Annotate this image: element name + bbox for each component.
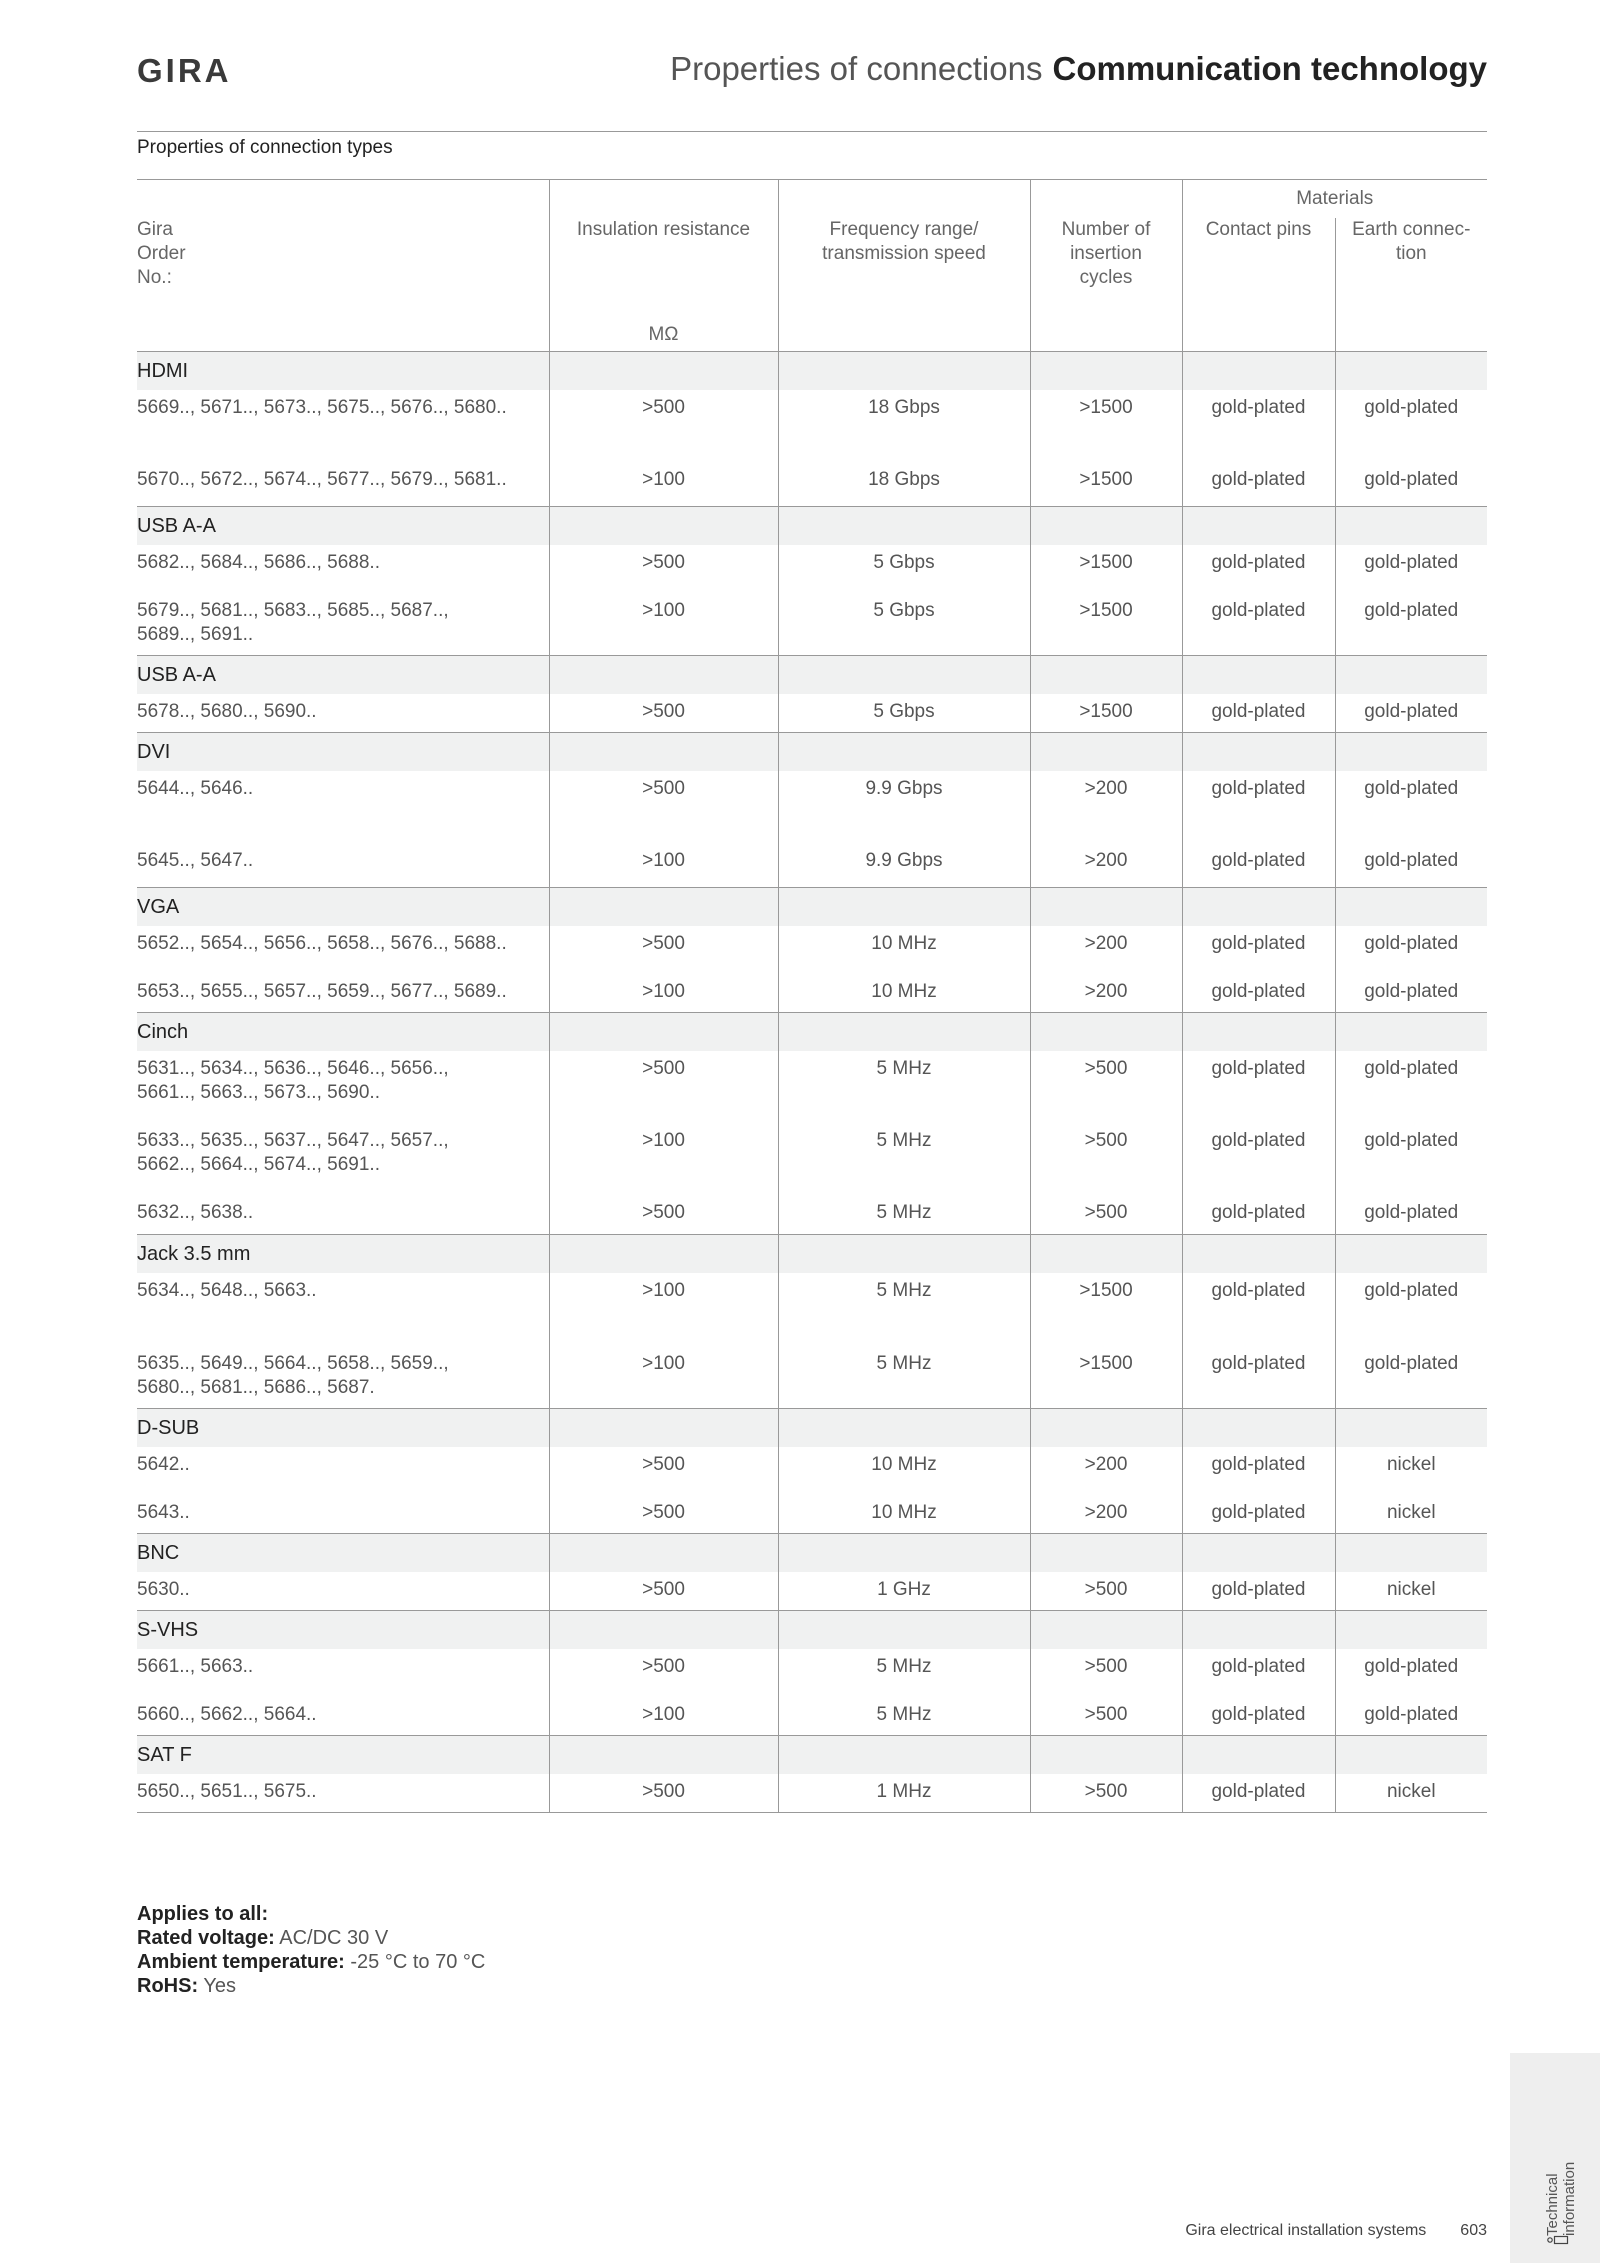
group-cell (1030, 733, 1182, 772)
group-cell (1335, 888, 1487, 927)
header-blank (1030, 180, 1182, 219)
insulation-header-text: Insulation resistance (576, 219, 751, 240)
order-no-cell: 5653.., 5655.., 5657.., 5659.., 5677.., 5689.. (137, 981, 507, 1002)
contact-pins-cell: gold-plated (1182, 694, 1335, 733)
contact-pins-cell: gold-plated (1182, 1051, 1335, 1123)
order-no-cell: 5634.., 5648.., 5663.. (137, 1280, 317, 1301)
group-cell (1030, 1013, 1182, 1052)
order-no-cell: 5642.. (137, 1454, 190, 1475)
group-header-row (137, 507, 1487, 546)
group-header-row (137, 352, 1487, 391)
earth-connection-cell: gold-plated (1335, 843, 1487, 888)
frequency-header (778, 218, 1030, 352)
group-cell (778, 1013, 1030, 1052)
table-row (137, 1649, 1487, 1697)
table-row (137, 545, 1487, 593)
earth-connection-cell: nickel (1335, 1774, 1487, 1813)
group-cell (1030, 656, 1182, 695)
earth-connection-cell: gold-plated (1335, 462, 1487, 507)
table-row (137, 1572, 1487, 1611)
insulation-cell: >100 (549, 1346, 778, 1409)
general-notes (137, 1902, 485, 1998)
earth-connection-cell: nickel (1335, 1495, 1487, 1534)
group-cell (1182, 656, 1335, 695)
gira-logo: GIRA (137, 52, 232, 89)
cycles-cell: >1500 (1030, 1346, 1182, 1409)
insulation-header (549, 218, 778, 352)
insulation-cell: >500 (549, 1195, 778, 1235)
earth-connection-cell: gold-plated (1335, 1051, 1487, 1123)
group-cell (549, 1409, 778, 1448)
group-cell (1030, 507, 1182, 546)
table-row (137, 1195, 1487, 1235)
group-cell (778, 1235, 1030, 1274)
insulation-cell: >500 (549, 694, 778, 733)
group-name: USB A-A (137, 507, 549, 546)
header-subtitle: Properties of connections (670, 50, 1043, 87)
earth-connection-cell: gold-plated (1335, 771, 1487, 843)
footer-text: Gira electrical installation systems (1185, 2222, 1427, 2239)
contact-pins-cell: gold-plated (1182, 926, 1335, 974)
rohs-label: RoHS: (137, 1975, 199, 1997)
frequency-cell: 18 Gbps (778, 390, 1030, 462)
contact-pins-cell: gold-plated (1182, 974, 1335, 1013)
insulation-cell: >500 (549, 771, 778, 843)
header-blank (137, 180, 549, 219)
contact-pins-cell: gold-plated (1182, 1195, 1335, 1235)
insulation-cell: >100 (549, 1123, 778, 1195)
frequency-cell: 5 MHz (778, 1051, 1030, 1123)
cycles-cell: >200 (1030, 771, 1182, 843)
contact-pins-cell: gold-plated (1182, 1495, 1335, 1534)
frequency-cell: 10 MHz (778, 1495, 1030, 1534)
insulation-cell: >500 (549, 1495, 778, 1534)
table-row (137, 974, 1487, 1013)
cycles-cell: >200 (1030, 843, 1182, 888)
header-divider (137, 131, 1487, 132)
table-row (137, 843, 1487, 888)
cycles-cell: >1500 (1030, 593, 1182, 656)
order-no-cell: 5669.., 5671.., 5673.., 5675.., 5676.., 5680.. (137, 397, 507, 418)
group-cell (1182, 507, 1335, 546)
order-no-cell: 5661.., 5663.. (137, 1656, 254, 1677)
earth-connection-cell: gold-plated (1335, 1123, 1487, 1195)
table-row (137, 926, 1487, 974)
group-cell (549, 507, 778, 546)
table-row (137, 390, 1487, 462)
frequency-cell: 5 Gbps (778, 694, 1030, 733)
frequency-header-text: Frequency range/ transmission speed (822, 219, 986, 264)
earth-connection-header-text: Earth connec- tion (1352, 219, 1471, 264)
group-cell (1335, 1235, 1487, 1274)
group-cell (778, 733, 1030, 772)
earth-connection-cell: gold-plated (1335, 1697, 1487, 1736)
earth-connection-cell: gold-plated (1335, 593, 1487, 656)
frequency-cell: 9.9 Gbps (778, 771, 1030, 843)
page-header (670, 50, 1487, 88)
group-cell (1335, 1736, 1487, 1775)
cycles-cell: >500 (1030, 1649, 1182, 1697)
insulation-unit: MΩ (648, 324, 679, 345)
contact-pins-cell: gold-plated (1182, 843, 1335, 888)
group-header-row (137, 1736, 1487, 1775)
technical-information-label: Technical information (1544, 2161, 1578, 2236)
contact-pins-cell: gold-plated (1182, 593, 1335, 656)
connection-properties-table (137, 179, 1487, 1813)
order-no-cell: 5678.., 5680.., 5690.. (137, 701, 317, 722)
order-no-cell: 5650.., 5651.., 5675.. (137, 1774, 549, 1813)
order-no-cell: 5652.., 5654.., 5656.., 5658.., 5676.., 5688.. (137, 933, 507, 954)
frequency-cell: 10 MHz (778, 926, 1030, 974)
ambient-temperature-value: -25 °C to 70 °C (350, 1951, 486, 1973)
group-cell (1182, 1736, 1335, 1775)
cycles-cell: >500 (1030, 1051, 1182, 1123)
cycles-cell: >200 (1030, 1495, 1182, 1534)
insulation-cell: >500 (549, 1447, 778, 1495)
contact-pins-cell: gold-plated (1182, 545, 1335, 593)
insulation-cell: >500 (549, 1774, 778, 1813)
table-row (137, 1123, 1487, 1195)
group-cell (1030, 1736, 1182, 1775)
group-cell (549, 352, 778, 391)
order-no-header (137, 218, 549, 352)
insulation-cell: >500 (549, 926, 778, 974)
cycles-cell: >500 (1030, 1195, 1182, 1235)
cycles-cell: >200 (1030, 926, 1182, 974)
frequency-cell: 1 MHz (778, 1774, 1030, 1813)
cycles-cell: >200 (1030, 1447, 1182, 1495)
order-no-cell: 5631.., 5634.., 5636.., 5646.., 5656.., 5661.., 5663.., 5673.., 5690.. (137, 1058, 449, 1103)
table-row (137, 1346, 1487, 1409)
group-cell (1182, 1013, 1335, 1052)
group-cell (1335, 507, 1487, 546)
earth-connection-cell: gold-plated (1335, 694, 1487, 733)
cycles-header (1030, 218, 1182, 352)
section-title: Properties of connection types (137, 137, 393, 158)
group-header-row (137, 733, 1487, 772)
rated-voltage-value: AC/DC 30 V (279, 1927, 389, 1949)
materials-header: Materials (1182, 180, 1487, 219)
group-cell (778, 656, 1030, 695)
group-cell (549, 888, 778, 927)
contact-pins-cell: gold-plated (1182, 1346, 1335, 1409)
cycles-cell: >1500 (1030, 1273, 1182, 1346)
cycles-cell: >500 (1030, 1123, 1182, 1195)
page-title: Communication technology (1052, 50, 1487, 87)
earth-connection-cell: gold-plated (1335, 1346, 1487, 1409)
group-name: Cinch (137, 1013, 549, 1052)
group-header-row (137, 1013, 1487, 1052)
group-header-row (137, 1534, 1487, 1573)
group-name: BNC (137, 1534, 549, 1573)
order-no-header-text: Gira Order No.: (137, 219, 186, 288)
group-cell (778, 352, 1030, 391)
earth-connection-header (1335, 218, 1487, 352)
info-icon (1547, 2234, 1569, 2246)
insulation-cell: >500 (549, 1649, 778, 1697)
earth-connection-cell: gold-plated (1335, 926, 1487, 974)
group-cell (1335, 1534, 1487, 1573)
page-number: 603 (1460, 2222, 1487, 2239)
group-header-row (137, 1235, 1487, 1274)
group-cell (549, 1736, 778, 1775)
group-cell (1182, 888, 1335, 927)
order-no-cell: 5632.., 5638.. (137, 1202, 254, 1223)
table-row (137, 462, 1487, 507)
contact-pins-header-text: Contact pins (1205, 219, 1312, 240)
group-header-row (137, 1611, 1487, 1650)
insulation-cell: >100 (549, 462, 778, 507)
ambient-temperature-label: Ambient temperature: (137, 1951, 345, 1973)
order-no-cell: 5643.. (137, 1502, 190, 1523)
earth-connection-cell: nickel (1335, 1447, 1487, 1495)
cycles-header-text: Number of insertion cycles (1061, 219, 1151, 288)
frequency-cell: 5 Gbps (778, 545, 1030, 593)
order-no-cell: 5633.., 5635.., 5637.., 5647.., 5657.., 5662.., 5664.., 5674.., 5691.. (137, 1130, 449, 1175)
group-header-row (137, 1409, 1487, 1448)
connection-properties-table-wrap (137, 179, 1487, 1813)
group-cell (1030, 1235, 1182, 1274)
order-no-cell: 5682.., 5684.., 5686.., 5688.. (137, 552, 380, 573)
earth-connection-cell: gold-plated (1335, 1273, 1487, 1346)
table-row (137, 593, 1487, 656)
group-cell (778, 1736, 1030, 1775)
frequency-cell: 9.9 Gbps (778, 843, 1030, 888)
frequency-cell: 10 MHz (778, 1447, 1030, 1495)
cycles-cell: >1500 (1030, 694, 1182, 733)
group-cell (549, 1235, 778, 1274)
group-header-row (137, 656, 1487, 695)
frequency-cell: 1 GHz (778, 1572, 1030, 1611)
contact-pins-cell: gold-plated (1182, 1273, 1335, 1346)
group-name: USB A-A (137, 656, 549, 695)
insulation-cell: >100 (549, 1697, 778, 1736)
cycles-cell: >1500 (1030, 390, 1182, 462)
insulation-cell: >100 (549, 1273, 778, 1346)
insulation-cell: >100 (549, 974, 778, 1013)
earth-connection-cell: gold-plated (1335, 974, 1487, 1013)
contact-pins-cell: gold-plated (1182, 1447, 1335, 1495)
cycles-cell: >500 (1030, 1572, 1182, 1611)
group-cell (1182, 733, 1335, 772)
group-cell (549, 1013, 778, 1052)
contact-pins-cell: gold-plated (1182, 1572, 1335, 1611)
page-footer (1185, 2222, 1487, 2240)
earth-connection-cell: gold-plated (1335, 1649, 1487, 1697)
insulation-cell: >100 (549, 843, 778, 888)
table-row (137, 694, 1487, 733)
group-name: SAT F (137, 1736, 549, 1775)
group-name: S-VHS (137, 1611, 549, 1650)
group-cell (1182, 352, 1335, 391)
group-cell (1030, 352, 1182, 391)
order-no-cell: 5679.., 5681.., 5683.., 5685.., 5687.., 5689.., 5691.. (137, 600, 449, 645)
group-name: DVI (137, 733, 549, 772)
group-name: VGA (137, 888, 549, 927)
group-cell (1335, 656, 1487, 695)
insulation-cell: >500 (549, 1051, 778, 1123)
group-cell (778, 1611, 1030, 1650)
group-cell (1030, 1534, 1182, 1573)
insulation-cell: >500 (549, 1572, 778, 1611)
applies-to-all-label: Applies to all: (137, 1903, 269, 1925)
frequency-cell: 5 MHz (778, 1697, 1030, 1736)
cycles-cell: >500 (1030, 1697, 1182, 1736)
order-no-cell: 5660.., 5662.., 5664.. (137, 1704, 317, 1725)
frequency-cell: 5 MHz (778, 1273, 1030, 1346)
group-cell (1030, 1409, 1182, 1448)
contact-pins-cell: gold-plated (1182, 462, 1335, 507)
order-no-cell: 5644.., 5646.. (137, 778, 254, 799)
group-cell (1030, 1611, 1182, 1650)
cycles-cell: >200 (1030, 974, 1182, 1013)
header-blank (549, 180, 778, 219)
contact-pins-cell: gold-plated (1182, 771, 1335, 843)
contact-pins-cell: gold-plated (1182, 1649, 1335, 1697)
group-cell (549, 1611, 778, 1650)
order-no-cell: 5645.., 5647.. (137, 850, 254, 871)
frequency-cell: 5 MHz (778, 1649, 1030, 1697)
header-blank (778, 180, 1030, 219)
earth-connection-cell: gold-plated (1335, 545, 1487, 593)
order-no-cell: 5635.., 5649.., 5664.., 5658.., 5659.., 5680.., 5681.., 5686.., 5687. (137, 1353, 449, 1398)
contact-pins-header (1182, 218, 1335, 352)
table-row (137, 1273, 1487, 1346)
group-cell (778, 1409, 1030, 1448)
group-cell (1335, 1409, 1487, 1448)
earth-connection-cell: gold-plated (1335, 390, 1487, 462)
group-cell (549, 656, 778, 695)
group-cell (778, 888, 1030, 927)
frequency-cell: 5 MHz (778, 1195, 1030, 1235)
frequency-cell: 5 MHz (778, 1123, 1030, 1195)
earth-connection-cell: nickel (1335, 1572, 1487, 1611)
order-no-cell: 5670.., 5672.., 5674.., 5677.., 5679.., 5681.. (137, 469, 507, 490)
cycles-cell: >1500 (1030, 545, 1182, 593)
frequency-cell: 18 Gbps (778, 462, 1030, 507)
group-name: Jack 3.5 mm (137, 1235, 549, 1274)
contact-pins-cell: gold-plated (1182, 1697, 1335, 1736)
group-header-row (137, 888, 1487, 927)
group-cell (1182, 1534, 1335, 1573)
table-row (137, 771, 1487, 843)
order-no-cell: 5630.. (137, 1579, 190, 1600)
earth-connection-cell: gold-plated (1335, 1195, 1487, 1235)
contact-pins-cell: gold-plated (1182, 1123, 1335, 1195)
table-row (137, 1495, 1487, 1534)
frequency-cell: 5 MHz (778, 1346, 1030, 1409)
cycles-cell: >500 (1030, 1774, 1182, 1813)
frequency-cell: 5 Gbps (778, 593, 1030, 656)
group-cell (1335, 1611, 1487, 1650)
group-cell (1182, 1235, 1335, 1274)
group-cell (549, 733, 778, 772)
insulation-cell: >500 (549, 390, 778, 462)
table-row (137, 1774, 1487, 1813)
insulation-cell: >500 (549, 545, 778, 593)
group-cell (549, 1534, 778, 1573)
rated-voltage-label: Rated voltage: (137, 1927, 275, 1949)
rohs-value: Yes (203, 1975, 236, 1997)
group-cell (1030, 888, 1182, 927)
group-cell (778, 507, 1030, 546)
table-body (137, 352, 1487, 1813)
group-name: D-SUB (137, 1409, 549, 1448)
group-cell (1182, 1611, 1335, 1650)
group-cell (778, 1534, 1030, 1573)
contact-pins-cell: gold-plated (1182, 390, 1335, 462)
group-name: HDMI (137, 352, 549, 391)
frequency-cell: 10 MHz (778, 974, 1030, 1013)
group-cell (1335, 352, 1487, 391)
group-cell (1335, 1013, 1487, 1052)
cycles-cell: >1500 (1030, 462, 1182, 507)
contact-pins-cell: gold-plated (1182, 1774, 1335, 1813)
table-row (137, 1447, 1487, 1495)
table-row (137, 1051, 1487, 1123)
group-cell (1335, 733, 1487, 772)
insulation-cell: >100 (549, 593, 778, 656)
group-cell (1182, 1409, 1335, 1448)
table-row (137, 1697, 1487, 1736)
